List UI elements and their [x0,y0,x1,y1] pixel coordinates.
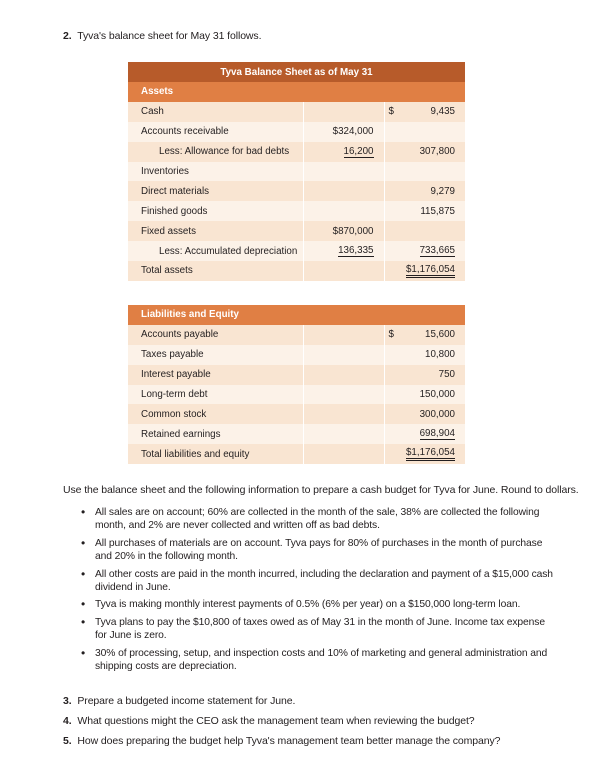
table-row [128,122,465,142]
table-row [128,261,465,281]
list-item: • All sales are on account; 60% are collected in the month of the sale, 38% are collected the following month, and 2% are never collected and written off as bad debts. [79,506,559,533]
row-value: 150,000 [384,385,465,405]
question-text: Prepare a budgeted income statement for June. [77,695,296,707]
total-assets-value: $1,176,054 [406,264,455,278]
table-row [128,424,465,444]
row-label: Total assets [128,261,303,281]
row-label: Retained earnings [128,424,303,444]
row-label: Total liabilities and equity [128,444,303,464]
table-row [128,142,465,162]
table-row [128,241,465,261]
list-item: • All other costs are paid in the month incurred, including the declaration and payment of a $15,000 cash dividend in June. [79,568,559,595]
row-value: 10,800 [384,345,465,365]
table-row [128,365,465,385]
row-subvalue: 136,335 [338,245,374,257]
question-5 [63,735,563,747]
question-number: 2. [63,30,72,42]
balance-sheet-title: Tyva Balance Sheet as of May 31 [128,62,465,82]
question-text: What questions might the CEO ask the management team when reviewing the budget? [77,715,475,727]
question-number: 5. [63,735,72,747]
list-item: • Tyva is making monthly interest payments of 0.5% (6% per year) on a $150,000 long-term loan. [79,598,559,611]
question-text: How does preparing the budget help Tyva's management team better manage the company? [77,735,501,747]
row-value: 300,000 [384,404,465,424]
row-value: 750 [384,365,465,385]
assets-header: Assets [128,82,465,102]
liabilities-header: Liabilities and Equity [128,305,465,325]
question-text: Tyva's balance sheet for May 31 follows. [77,30,262,42]
assets-table [128,62,465,281]
list-item: • All purchases of materials are on account. Tyva pays for 80% of purchases in the month of purchase and 20% in the following month. [79,537,559,564]
row-value: 307,800 [384,142,465,162]
row-label: Taxes payable [128,345,303,365]
bullet-list [79,506,559,677]
list-item: • 30% of processing, setup, and inspection costs and 10% of marketing and general administration and shipping costs are depreciation. [79,647,559,674]
intro-text: Use the balance sheet and the following information to prepare a cash budget for Tyva for June. Round to dollars. [63,484,579,496]
row-label: Finished goods [128,201,303,221]
row-value: 115,875 [384,201,465,221]
table-row [128,404,465,424]
row-label: Accounts payable [128,325,303,345]
table-row [128,385,465,405]
total-liabilities-value: $1,176,054 [406,447,455,461]
row-value: $ 9,435 [384,102,465,122]
table-row [128,345,465,365]
table-row [128,325,465,345]
row-value: $ 15,600 [384,325,465,345]
table-row [128,102,465,122]
row-label: Fixed assets [128,221,303,241]
table-row [128,444,465,464]
row-label: Direct materials [128,181,303,201]
question-3 [63,695,563,707]
row-subvalue: $870,000 [303,221,384,241]
row-label: Accounts receivable [128,122,303,142]
row-value: 698,904 [419,428,455,440]
row-label: Long-term debt [128,385,303,405]
question-2 [63,30,261,42]
list-item: • Tyva plans to pay the $10,800 of taxes owed as of May 31 in the month of June. Income tax expense for June is zero. [79,616,559,643]
row-label: Less: Accumulated depreciation [128,241,303,261]
question-4 [63,715,563,727]
row-label: Cash [128,102,303,122]
row-subvalue: $324,000 [303,122,384,142]
table-row [128,201,465,221]
table-row [128,181,465,201]
row-label: Inventories [128,162,303,182]
question-number: 4. [63,715,72,727]
row-label: Less: Allowance for bad debts [128,142,303,162]
row-value: 9,279 [384,181,465,201]
table-row [128,221,465,241]
liabilities-table [128,305,465,464]
row-subvalue: 16,200 [343,145,374,157]
row-label: Interest payable [128,365,303,385]
table-row [128,162,465,182]
row-label: Common stock [128,404,303,424]
row-value: 733,665 [419,245,455,257]
question-number: 3. [63,695,72,707]
